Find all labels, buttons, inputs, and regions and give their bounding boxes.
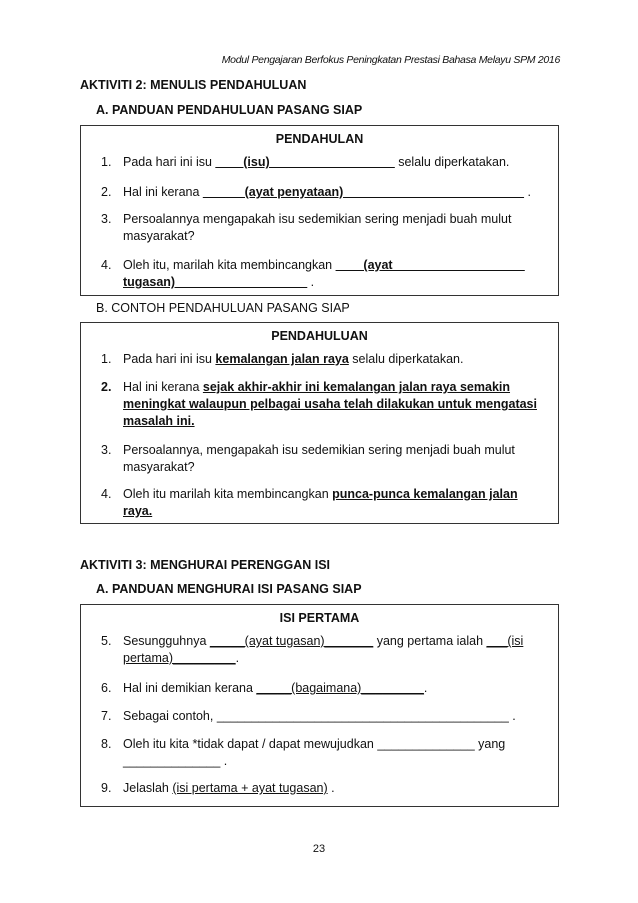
pendahuluan-example-box xyxy=(80,322,559,524)
list-item xyxy=(101,780,542,797)
page-number: 23 xyxy=(312,843,326,855)
item-number: 1. xyxy=(101,352,112,366)
item-text: Persoalannya, mengapakah isu sedemikian sering menjadi buah mulut masyarakat? xyxy=(123,443,515,474)
box-title: ISI PERTAMA xyxy=(279,611,360,625)
running-header: Modul Pengajaran Berfokus Peningkatan Prestasi Bahasa Melayu SPM 2016 xyxy=(221,54,560,66)
item-text: Hal ini kerana xyxy=(123,380,203,394)
item-text: yang pertama ialah xyxy=(373,634,487,648)
item-number: 4. xyxy=(101,258,112,272)
item-text: selalu diperkatakan. xyxy=(394,155,510,169)
aktiviti2-section-b-heading: B. CONTOH PENDAHULUAN PASANG SIAP xyxy=(96,301,350,315)
item-number: 1. xyxy=(101,155,112,169)
item-blank: ______________ xyxy=(123,754,221,768)
list-item xyxy=(101,154,542,171)
box-title: PENDAHULUAN xyxy=(271,329,368,343)
item-text: Sesungguhnya xyxy=(123,634,210,648)
list-item xyxy=(101,211,542,245)
list-item xyxy=(101,257,542,291)
item-text: Pada hari ini isu xyxy=(123,155,216,169)
item-blank: __________________________________________ xyxy=(216,709,509,723)
item-number: 3. xyxy=(101,212,112,226)
item-blank: ____(isu)__________________ xyxy=(215,155,395,169)
aktiviti2-section-a-heading: A. PANDUAN PENDAHULUAN PASANG SIAP xyxy=(96,103,363,117)
item-text: selalu diperkatakan. xyxy=(348,352,464,366)
item-text: Persoalannya mengapakah isu sedemikian sering menjadi buah mulut masyarakat? xyxy=(123,212,512,243)
list-item xyxy=(101,736,542,770)
item-number: 6. xyxy=(101,681,112,695)
list-item xyxy=(101,486,542,520)
box-title: PENDAHULAN xyxy=(275,132,364,146)
item-text: Oleh itu marilah kita membincangkan xyxy=(123,487,333,501)
item-blank: _____(ayat tugasan)_______ xyxy=(209,634,374,648)
item-blank: ____(ayat___________________ tugasan)___________________ xyxy=(123,258,525,289)
item-number: 3. xyxy=(101,443,112,457)
aktiviti2-heading: AKTIVITI 2: MENULIS PENDAHULUAN xyxy=(80,78,307,92)
item-text: Sebagai contoh, xyxy=(123,709,217,723)
item-answer: punca-punca kemalangan jalan raya. xyxy=(123,487,518,518)
item-blank: ___(isi pertama)_________ xyxy=(123,634,524,665)
item-number: 9. xyxy=(101,781,112,795)
item-number: 2. xyxy=(101,185,112,199)
item-text: Hal ini kerana xyxy=(123,185,203,199)
item-number: 7. xyxy=(101,709,112,723)
item-text: . xyxy=(524,185,531,199)
item-answer: sejak akhir-akhir ini kemalangan jalan raya semakin meningkat walaupun pelbagai usaha telah dilakukan untuk mengatasi masalah ini. xyxy=(123,380,537,428)
item-text: . xyxy=(235,651,240,665)
list-item xyxy=(101,351,542,368)
item-number: 5. xyxy=(101,634,112,648)
item-blank: ______________ xyxy=(377,737,475,751)
list-item xyxy=(101,442,542,476)
item-number: 8. xyxy=(101,737,112,751)
aktiviti3-section-a-heading: A. PANDUAN MENGHURAI ISI PASANG SIAP xyxy=(96,582,362,596)
item-text: . xyxy=(508,709,516,723)
item-text: yang xyxy=(474,737,506,751)
item-text: Hal ini demikian kerana xyxy=(123,681,257,695)
item-text: Oleh itu kita *tidak dapat / dapat mewujudkan xyxy=(123,737,378,751)
list-item xyxy=(101,633,542,667)
item-text: . xyxy=(220,754,228,768)
list-item xyxy=(101,184,542,201)
item-number: 2. xyxy=(101,380,112,394)
list-item xyxy=(101,708,542,725)
item-text: . xyxy=(307,275,315,289)
item-text: . xyxy=(423,681,428,695)
item-blank: ______(ayat penyataan)__________________________ xyxy=(202,185,525,199)
item-blank: (isi pertama + ayat tugasan) xyxy=(172,781,328,795)
pendahuluan-guide-box xyxy=(80,125,559,296)
item-text: Oleh itu, marilah kita membincangkan xyxy=(123,258,336,272)
isi-pertama-box xyxy=(80,604,559,807)
item-text: . xyxy=(327,781,335,795)
item-text: Pada hari ini isu xyxy=(123,352,216,366)
item-number: 4. xyxy=(101,487,112,501)
list-item xyxy=(101,379,542,430)
item-text: Jelaslah xyxy=(123,781,173,795)
item-blank: _____(bagaimana)_________ xyxy=(256,681,424,695)
item-answer: kemalangan jalan raya xyxy=(215,352,349,366)
aktiviti3-heading: AKTIVITI 3: MENGHURAI PERENGGAN ISI xyxy=(80,558,331,572)
list-item xyxy=(101,680,542,697)
